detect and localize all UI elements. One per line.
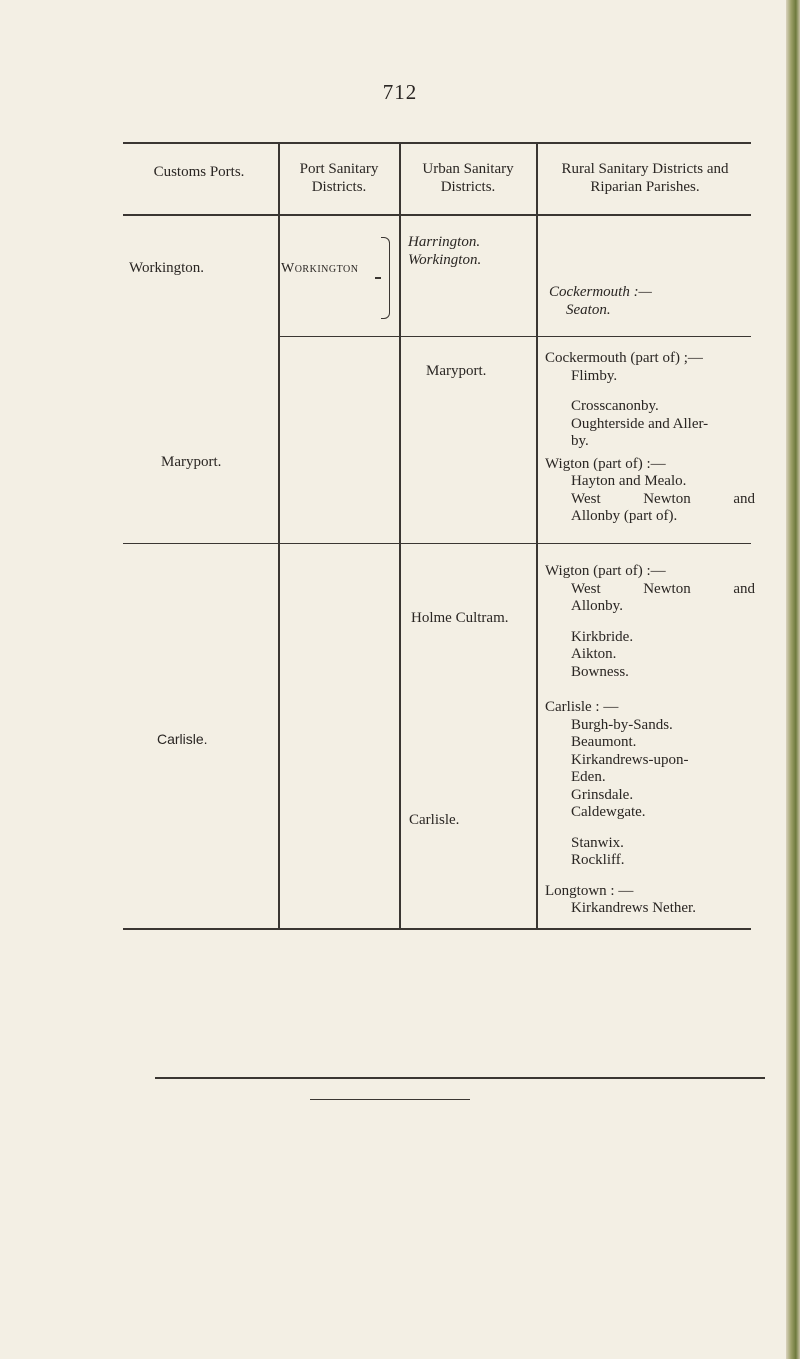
brace-workington	[381, 237, 390, 319]
rural-line: Cockermouth (part of) ;—	[545, 350, 703, 366]
rural-line: Kirkandrews-upon-	[571, 751, 689, 768]
rural-line: Bowness.	[571, 663, 629, 680]
rural-line: Beaumont.	[571, 734, 637, 750]
rural-line: Eden.	[571, 769, 606, 785]
rural-line: Flimby.	[571, 367, 618, 384]
rural-line: Burgh-by-Sands.	[571, 716, 673, 733]
header-rule	[123, 214, 751, 216]
rural-line: West Newton and	[571, 490, 755, 507]
header-urban-sanitary: Urban Sanitary Districts.	[422, 161, 514, 195]
rural-maryport-list	[545, 350, 755, 526]
rural-cockermouth: Cockermouth :—	[549, 284, 652, 300]
header-port-sanitary: Port Sanitary Districts.	[299, 161, 379, 195]
port-maryport: Maryport.	[161, 454, 222, 470]
page-edge	[786, 0, 800, 1359]
header-rural-sanitary: Rural Sanitary Districts and Riparian Parishes.	[561, 161, 729, 195]
districts-table	[123, 142, 755, 930]
rural-line: Kirkandrews Nether.	[571, 900, 696, 916]
row-rule-1	[278, 336, 751, 337]
rural-line: Stanwix.	[571, 834, 624, 851]
rural-line: West Newton and	[571, 580, 755, 597]
urban-carlisle: Carlisle.	[409, 812, 460, 828]
bottom-rule	[123, 928, 751, 930]
port-sanitary-workington: Workington	[281, 261, 359, 276]
urban-holme-cultram: Holme Cultram.	[411, 610, 509, 626]
urban-workington: Workington.	[408, 252, 482, 268]
rural-carlisle-list	[545, 563, 755, 918]
rural-line: Oughterside and Aller-	[571, 415, 709, 432]
rural-seaton: Seaton.	[566, 302, 611, 318]
brace-tip	[375, 277, 381, 279]
rural-line: Carlisle : —	[545, 699, 619, 715]
port-workington: Workington.	[129, 260, 205, 276]
row-rule-2	[123, 543, 751, 544]
rural-line: by.	[571, 433, 589, 449]
rural-line: Kirkbride.	[571, 628, 634, 645]
rural-line: Hayton and Mealo.	[571, 473, 687, 489]
rural-line: Crosscanonby.	[571, 398, 659, 414]
urban-harrington: Harrington.	[408, 234, 481, 250]
rural-line: Longtown : —	[545, 882, 634, 899]
col-divider-1	[278, 142, 280, 928]
rural-line: Wigton (part of) :—	[545, 563, 666, 579]
footer-rule	[155, 1077, 765, 1079]
col-divider-2	[399, 142, 401, 928]
footer-rule-short	[310, 1099, 470, 1100]
col-divider-3	[536, 142, 538, 928]
urban-maryport: Maryport.	[426, 363, 487, 379]
rural-line: Wigton (part of) :—	[545, 455, 666, 472]
rural-line: Rockliff.	[571, 852, 625, 868]
port-carlisle: Carlisle.	[157, 731, 208, 747]
rural-line: Allonby (part of).	[571, 508, 678, 524]
page-number: 712	[382, 80, 418, 104]
rural-line: Caldewgate.	[571, 804, 646, 820]
rural-line: Aikton.	[571, 646, 617, 662]
rural-line: Allonby.	[571, 598, 623, 614]
header-customs-ports: Customs Ports.	[153, 164, 245, 180]
rural-line: Grinsdale.	[571, 786, 634, 803]
